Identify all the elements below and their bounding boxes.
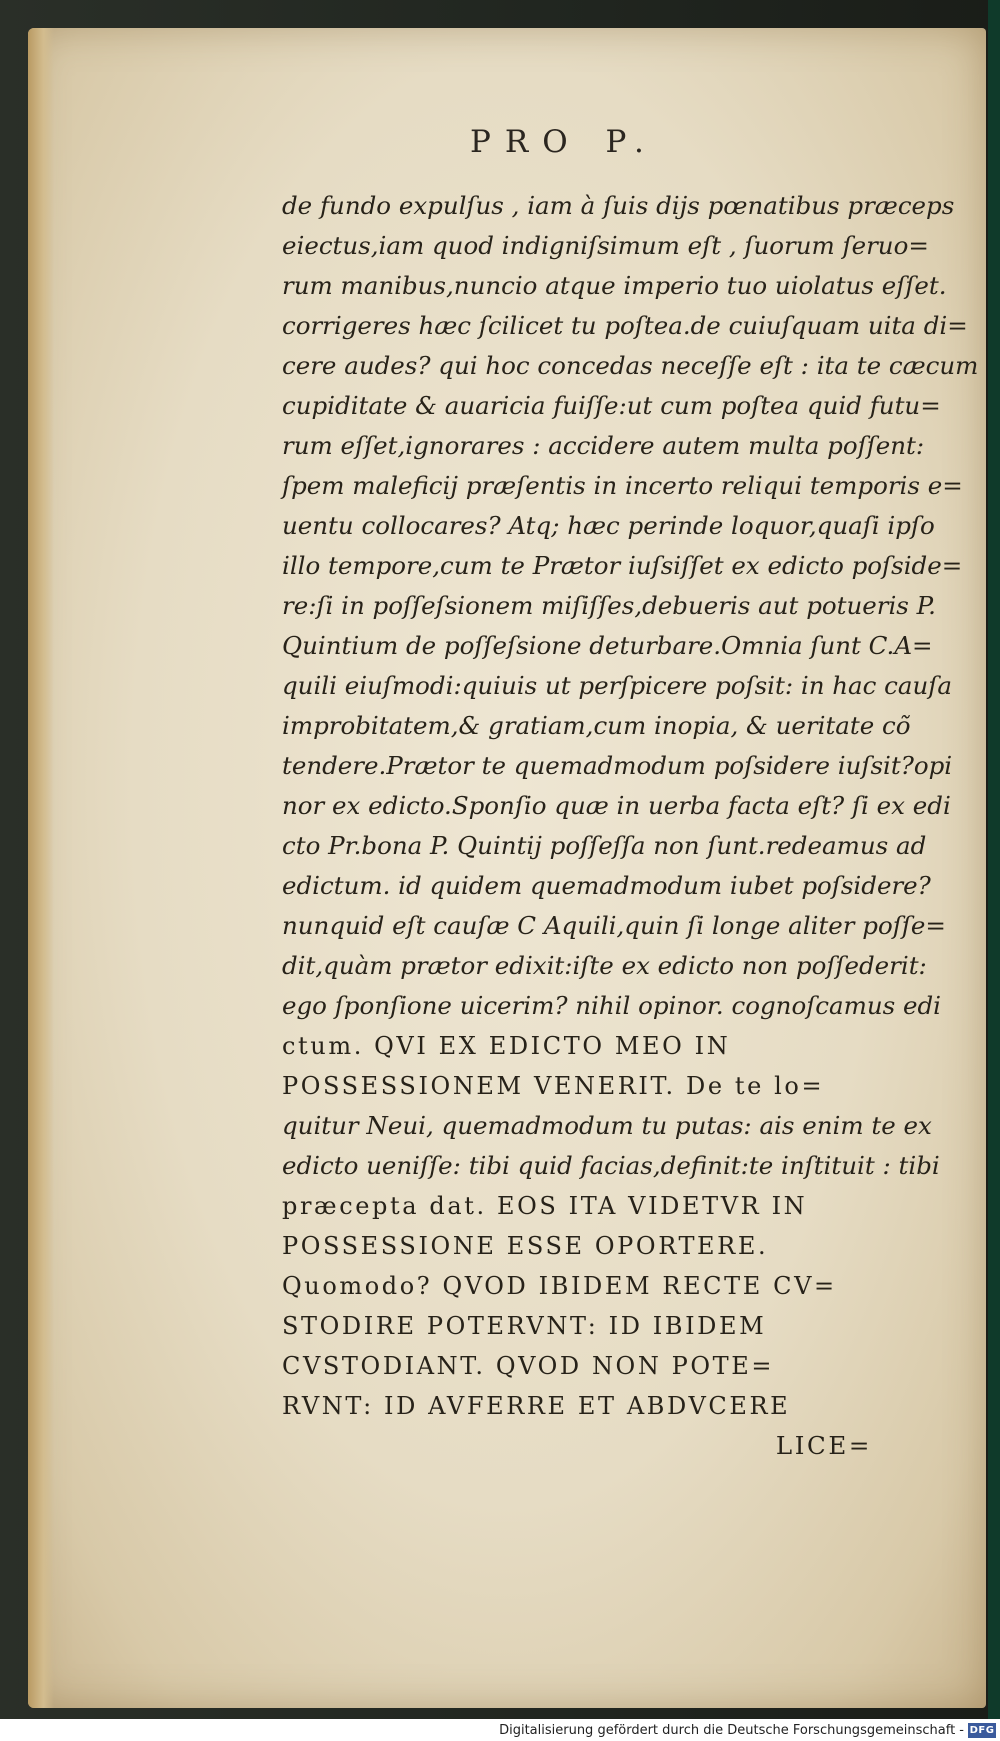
text-line: præcepta dat. EOS ITA VIDETVR IN [282,1192,808,1220]
page-edge-shadow [28,28,54,1708]
running-head: PRO P. [470,124,658,160]
binding-edge [988,0,1000,1741]
text-line: rum manibus,nuncio atque imperio tuo uiolatus eſſet. [282,271,947,300]
text-line: re:ſi in poſſeſsionem miſiſſes,debueris aut potueris P. [282,591,936,620]
text-block [282,186,979,1466]
text-line: RVNT: ID AVFERRE ET ABDVCERE [282,1392,791,1420]
text-line: quitur Neui, quemadmodum tu putas: ais enim te ex [282,1111,932,1140]
text-line: Quintium de poſſeſsione deturbare.Omnia ſunt C.A= [282,631,933,660]
text-line: rum eſſet,ignorares : accidere autem multa poſſent: [282,431,925,460]
text-line: dit,quàm prætor edixit:iſte ex edicto non poſſederit: [282,951,927,980]
text-line: uentu collocares? Atq; hæc perinde loquor,quaſi ipſo [282,511,935,540]
text-line: STODIRE POTERVNT: ID IBIDEM [282,1312,767,1340]
text-line: ctum. QVI EX EDICTO MEO IN [282,1032,731,1060]
text-line: tendere.Prætor te quemadmodum poſsidere iuſsit?opi [282,751,953,780]
text-line: eiectus,iam quod indigniſsimum eſt , ſuorum ſeruo= [282,231,929,260]
text-line: edicto ueniſſe: tibi quid facias,definit:te inſtituit : tibi [282,1151,940,1180]
text-line: ego ſponſione uicerim? nihil opinor. cognoſcamus edi [282,991,941,1020]
text-line: cere audes? qui hoc concedas neceſſe eſt : ita te cæcum [282,351,979,380]
text-line: CVSTODIANT. QVOD NON POTE= [282,1352,775,1380]
text-line: POSSESSIONE ESSE OPORTERE. [282,1232,769,1260]
footer-credit: Digitalisierung gefördert durch die Deutsche Forschungsgemeinschaft - [499,1723,964,1738]
text-line: edictum. id quidem quemadmodum iubet poſsidere? [282,871,931,900]
text-line: de fundo expulſus , iam à ſuis dijs pœnatibus præceps [282,191,955,220]
text-line: improbitatem,& gratiam,cum inopia, & ueritate cõ [282,711,911,740]
digitization-footer [0,1719,1000,1741]
text-line: nor ex edicto.Sponſio quæ in uerba facta eſt? ſi ex edi [282,791,951,820]
text-line: ſpem maleficij præſentis in incerto reliqui temporis e= [282,471,963,500]
text-line: cto Pr.bona P. Quintij poſſeſſa non ſunt.redeamus ad [282,831,927,860]
text-line: cupiditate & auaricia fuiſſe:ut cum poſtea quid futu= [282,391,941,420]
text-line: nunquid eſt cauſæ C Aquili,quin ſi longe aliter poſſe= [282,911,946,940]
text-line: illo tempore,cum te Prætor iuſsiſſet ex edicto poſside= [282,551,963,580]
text-line: quili eiuſmodi:quiuis ut perſpicere poſsit: in hac cauſa [282,671,952,700]
catchword: LICE= [775,1431,872,1460]
text-line: POSSESSIONEM VENERIT. De te lo= [282,1072,825,1100]
dfg-logo-icon: DFG [969,1725,995,1736]
text-line: Quomodo? QVOD IBIDEM RECTE CV= [282,1272,837,1300]
text-line: corrigeres hæc ſcilicet tu poſtea.de cuiuſquam uita di= [282,311,968,340]
